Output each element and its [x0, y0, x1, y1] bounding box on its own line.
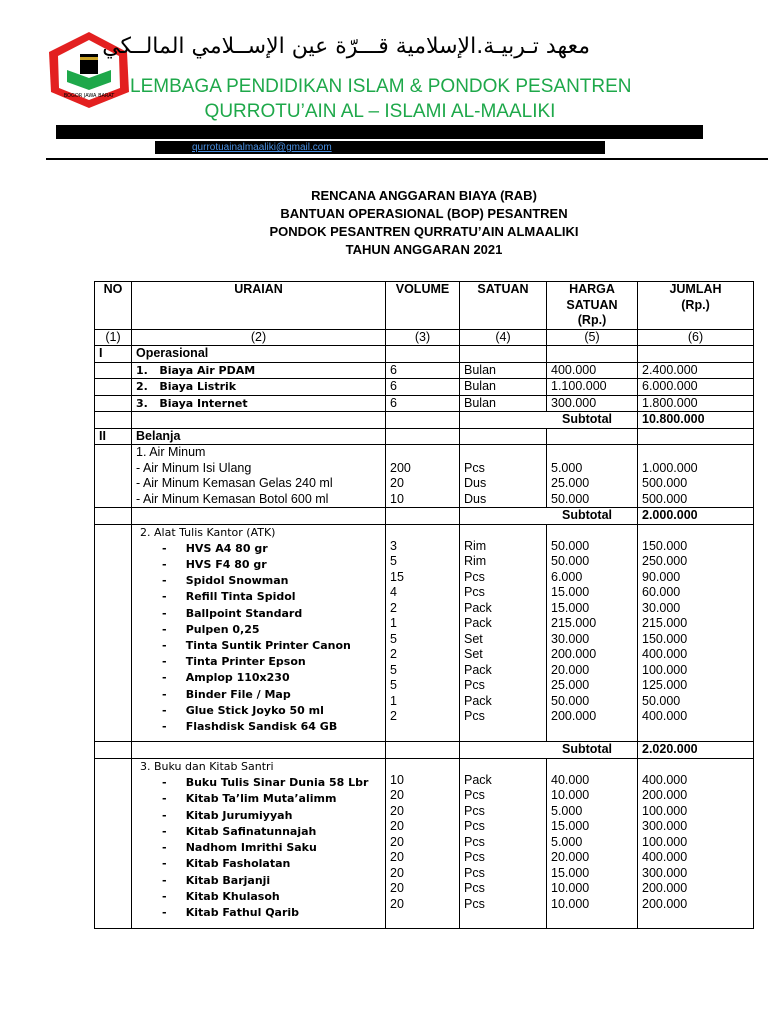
buku-satuan — [460, 758, 547, 928]
item-number: 1. — [136, 363, 148, 377]
item-label: Biaya Air PDAM — [159, 363, 256, 377]
section-number: I — [95, 346, 132, 363]
email-link[interactable]: qurrotuainalmaaliki@gmail.com — [192, 142, 332, 153]
empty-cell — [547, 346, 638, 363]
header-no: NO — [95, 282, 132, 330]
item-jumlah: 30.000 — [642, 600, 681, 615]
subtotal-label: Subtotal — [460, 742, 638, 759]
budget-table — [94, 281, 754, 929]
item-satuan: Rim — [464, 554, 487, 568]
item-harga: 215.000 — [551, 616, 597, 630]
atk-harga — [547, 524, 638, 742]
item-volume: 10 — [390, 491, 404, 506]
atk-jumlah — [638, 524, 754, 742]
header-harga-line3: (Rp.) — [577, 313, 607, 327]
list-item: - Kitab Safinatunnajah — [162, 824, 317, 838]
empty-cell — [95, 758, 132, 928]
empty-cell — [386, 742, 460, 759]
item-harga: 10.000 — [551, 788, 590, 803]
item-volume: 20 — [390, 834, 404, 849]
item-volume: 20 — [390, 896, 404, 911]
item-satuan: Pcs — [464, 569, 485, 584]
list-item: - HVS A4 80 gr — [162, 541, 268, 555]
item-satuan: Pack — [464, 772, 492, 787]
item-volume: 2 — [390, 600, 397, 615]
item-name — [132, 362, 386, 379]
buku-names — [132, 758, 386, 928]
item-jumlah: 2.400.000 — [638, 362, 754, 379]
section-row — [95, 346, 754, 363]
item-harga: 15.000 — [551, 819, 590, 834]
item-volume: 2 — [390, 647, 397, 661]
item-jumlah: 200.000 — [642, 881, 688, 896]
item-harga: 15.000 — [551, 600, 590, 615]
header-rule — [46, 158, 768, 160]
air-minum-jumlah — [638, 445, 754, 508]
col-number: (2) — [132, 329, 386, 346]
empty-cell — [95, 508, 132, 525]
list-item: - Nadhom Imrithi Saku — [162, 841, 317, 855]
item-jumlah: 100.000 — [642, 803, 688, 818]
atk-satuan — [460, 524, 547, 742]
list-item: - Kitab Fasholatan — [162, 857, 291, 871]
item-satuan: Pcs — [464, 788, 485, 803]
atk-volumes — [386, 524, 460, 742]
list-item: - Tinta Suntik Printer Canon — [162, 638, 351, 652]
item-harga: 40.000 — [551, 772, 590, 787]
col-number: (4) — [460, 329, 547, 346]
list-item: - Amplop 110x230 — [162, 671, 290, 685]
item-jumlah: 150.000 — [642, 631, 688, 646]
empty-cell — [638, 428, 754, 445]
group-heading: 2. Alat Tulis Kantor (ATK) — [140, 525, 276, 539]
item-harga: 25.000 — [551, 678, 590, 692]
title-line-2: BANTUAN OPERASIONAL (BOP) PESANTREN — [280, 206, 568, 221]
document-title — [94, 187, 754, 259]
empty-cell — [132, 412, 386, 429]
empty-cell — [386, 346, 460, 363]
item-satuan: Pack — [464, 600, 492, 615]
subtotal-label: Subtotal — [460, 412, 638, 429]
empty-cell — [95, 445, 132, 508]
item-label: Biaya Listrik — [159, 380, 237, 393]
item-jumlah: 100.000 — [642, 834, 688, 849]
header-satuan: SATUAN — [460, 282, 547, 330]
title-line-1: RENCANA ANGGARAN BIAYA (RAB) — [311, 188, 537, 203]
item-satuan: Pcs — [464, 819, 485, 834]
list-item: - Flashdisk Sandisk 64 GB — [162, 719, 338, 733]
header-harga — [547, 282, 638, 330]
item-number: 3. — [136, 396, 148, 410]
item-jumlah: 125.000 — [642, 678, 688, 692]
item-jumlah: 215.000 — [642, 616, 688, 630]
item-harga: 25.000 — [551, 476, 590, 490]
subtotal-value: 2.000.000 — [638, 508, 754, 525]
arabic-institution-name: معهد تـربيـة.الإسلامية قـــرّة عين الإســلامي المالــكي — [102, 34, 590, 59]
item-harga: 1.100.000 — [547, 379, 638, 396]
subtotal-value: 10.800.000 — [638, 412, 754, 429]
item-jumlah: 500.000 — [642, 491, 688, 506]
list-item: - Spidol Snowman — [162, 574, 289, 588]
item-volume: 20 — [390, 881, 404, 896]
list-item: - Refill Tinta Spidol — [162, 590, 296, 604]
item-volume: 5 — [390, 678, 397, 692]
empty-cell — [95, 379, 132, 396]
group-heading: 1. Air Minum — [136, 445, 206, 459]
table-row — [95, 379, 754, 396]
empty-cell — [132, 508, 386, 525]
item-jumlah: 250.000 — [642, 554, 688, 568]
subtotal-label: Subtotal — [460, 508, 638, 525]
item-volume: 5 — [390, 662, 397, 677]
list-item: - Ballpoint Standard — [162, 606, 303, 620]
table-row — [95, 362, 754, 379]
item-jumlah: 90.000 — [642, 569, 681, 584]
subtotal-value: 2.020.000 — [638, 742, 754, 759]
item-jumlah: 6.000.000 — [638, 379, 754, 396]
air-minum-volumes — [386, 445, 460, 508]
item-harga: 50.000 — [551, 554, 590, 568]
title-line-3: PONDOK PESANTREN QURRATU’AIN ALMAALIKI — [269, 224, 579, 239]
item-satuan: Pcs — [464, 850, 485, 865]
item-jumlah: 1.000.000 — [642, 460, 698, 475]
empty-cell — [132, 742, 386, 759]
section-number: II — [95, 428, 132, 445]
empty-cell — [95, 362, 132, 379]
item-jumlah: 400.000 — [642, 850, 688, 865]
item-jumlah: 200.000 — [642, 896, 688, 911]
col-number: (6) — [638, 329, 754, 346]
col-number: (5) — [547, 329, 638, 346]
item-label: Biaya Internet — [159, 396, 248, 410]
item-jumlah: 500.000 — [642, 476, 688, 490]
item-volume: 6 — [386, 362, 460, 379]
air-minum-harga — [547, 445, 638, 508]
item-jumlah: 150.000 — [642, 538, 688, 553]
item-jumlah: 400.000 — [642, 647, 688, 661]
air-minum-group — [95, 445, 754, 508]
item-volume: 20 — [390, 788, 404, 803]
item-volume: 5 — [390, 554, 397, 568]
item-harga: 200.000 — [551, 647, 597, 661]
table-header-row — [95, 282, 754, 330]
header-jumlah — [638, 282, 754, 330]
item-harga: 5.000 — [551, 460, 583, 475]
item-harga: 300.000 — [547, 395, 638, 412]
list-item: - Pulpen 0,25 — [162, 622, 260, 636]
item-number: 2. — [136, 380, 148, 393]
list-item: - Air Minum Isi Ulang — [136, 460, 252, 475]
item-satuan: Set — [464, 647, 483, 661]
list-item: - Tinta Printer Epson — [162, 655, 306, 669]
item-name — [132, 395, 386, 412]
empty-cell — [95, 524, 132, 742]
item-satuan: Pcs — [464, 881, 485, 896]
buku-harga — [547, 758, 638, 928]
subtotal-row — [95, 742, 754, 759]
buku-volumes — [386, 758, 460, 928]
item-volume: 1 — [390, 616, 397, 630]
item-jumlah: 400.000 — [642, 709, 688, 723]
section-row — [95, 428, 754, 445]
empty-cell — [386, 508, 460, 525]
buku-jumlah — [638, 758, 754, 928]
buku-group — [95, 758, 754, 928]
list-item: - Kitab Fathul Qarib — [162, 906, 300, 920]
item-jumlah: 400.000 — [642, 772, 688, 787]
item-harga: 15.000 — [551, 865, 590, 880]
list-item: - Kitab Jurumiyyah — [162, 808, 293, 822]
item-volume: 20 — [390, 819, 404, 834]
list-item: - Kitab Khulasoh — [162, 890, 280, 904]
item-satuan: Dus — [464, 491, 487, 506]
item-volume: 1 — [390, 693, 397, 708]
item-name — [132, 379, 386, 396]
item-harga: 5.000 — [551, 834, 583, 849]
item-satuan: Pcs — [464, 803, 485, 818]
empty-cell — [95, 742, 132, 759]
item-harga: 400.000 — [547, 362, 638, 379]
group-heading: 3. Buku dan Kitab Santri — [140, 759, 274, 773]
item-satuan: Pack — [464, 616, 492, 630]
subtotal-row — [95, 412, 754, 429]
item-satuan: Dus — [464, 476, 487, 490]
item-harga: 10.000 — [551, 881, 590, 896]
header-harga-line1: HARGA — [569, 282, 615, 296]
atk-group — [95, 524, 754, 742]
item-jumlah: 60.000 — [642, 585, 681, 599]
item-satuan: Bulan — [460, 379, 547, 396]
item-harga: 30.000 — [551, 631, 590, 646]
item-volume: 6 — [386, 379, 460, 396]
item-satuan: Bulan — [460, 362, 547, 379]
item-harga: 50.000 — [551, 491, 590, 506]
item-harga: 20.000 — [551, 850, 590, 865]
item-harga: 10.000 — [551, 896, 590, 911]
item-harga: 50.000 — [551, 693, 590, 708]
col-number: (3) — [386, 329, 460, 346]
item-satuan: Pcs — [464, 585, 485, 599]
air-minum-satuan — [460, 445, 547, 508]
atk-names — [132, 524, 386, 742]
header-volume: VOLUME — [386, 282, 460, 330]
item-jumlah: 300.000 — [642, 819, 688, 834]
empty-cell — [95, 395, 132, 412]
list-item: - Kitab Ta’lim Muta’alimm — [162, 792, 337, 806]
item-satuan: Bulan — [460, 395, 547, 412]
item-volume: 20 — [390, 476, 404, 490]
item-volume: 20 — [390, 850, 404, 865]
list-item: - Kitab Barjanji — [162, 873, 271, 887]
section-title: Operasional — [132, 346, 386, 363]
item-jumlah: 100.000 — [642, 662, 688, 677]
institution-name-line2: QURROTU’AIN AL – ISLAMI AL-MAALIKI — [204, 101, 556, 122]
list-item: - HVS F4 80 gr — [162, 557, 267, 571]
item-jumlah: 50.000 — [642, 693, 681, 708]
list-item: - Buku Tulis Sinar Dunia 58 Lbr — [162, 775, 369, 789]
item-satuan: Pcs — [464, 834, 485, 849]
empty-cell — [547, 428, 638, 445]
header-uraian: URAIAN — [132, 282, 386, 330]
section-title: Belanja — [132, 428, 386, 445]
list-item: - Binder File / Map — [162, 687, 291, 701]
item-harga: 20.000 — [551, 662, 590, 677]
item-volume: 4 — [390, 585, 397, 599]
table-row — [95, 395, 754, 412]
item-harga: 15.000 — [551, 585, 590, 599]
item-volume: 6 — [386, 395, 460, 412]
item-harga: 50.000 — [551, 538, 590, 553]
item-volume: 3 — [390, 538, 397, 553]
item-harga: 6.000 — [551, 569, 583, 584]
item-satuan: Pcs — [464, 896, 485, 911]
item-volume: 2 — [390, 709, 397, 723]
item-volume: 20 — [390, 865, 404, 880]
item-harga: 5.000 — [551, 803, 583, 818]
empty-cell — [386, 428, 460, 445]
title-line-4: TAHUN ANGGARAN 2021 — [345, 242, 503, 257]
empty-cell — [460, 428, 547, 445]
item-satuan: Pcs — [464, 865, 485, 880]
item-jumlah: 1.800.000 — [638, 395, 754, 412]
list-item: - Glue Stick Joyko 50 ml — [162, 703, 324, 717]
item-jumlah: 300.000 — [642, 865, 688, 880]
item-satuan: Pcs — [464, 709, 485, 723]
header-jumlah-line2: (Rp.) — [681, 297, 710, 312]
subtotal-row — [95, 508, 754, 525]
column-number-row — [95, 329, 754, 346]
col-number: (1) — [95, 329, 132, 346]
item-satuan: Pcs — [464, 460, 485, 475]
item-volume: 10 — [390, 772, 404, 787]
item-satuan: Pack — [464, 662, 492, 677]
item-satuan: Set — [464, 631, 483, 646]
item-volume: 200 — [390, 460, 411, 475]
item-volume: 15 — [390, 569, 404, 584]
item-volume: 5 — [390, 631, 397, 646]
item-satuan: Pack — [464, 693, 492, 708]
item-jumlah: 200.000 — [642, 788, 688, 803]
list-item: - Air Minum Kemasan Botol 600 ml — [136, 491, 329, 506]
header-harga-line2: SATUAN — [566, 297, 618, 312]
header-jumlah-line1: JUMLAH — [669, 282, 722, 296]
header-divider-bar — [56, 125, 703, 139]
item-satuan: Rim — [464, 538, 487, 553]
empty-cell — [638, 346, 754, 363]
svg-text:BOGOR JAWA BARAT: BOGOR JAWA BARAT — [63, 93, 115, 99]
item-volume: 20 — [390, 803, 404, 818]
empty-cell — [460, 346, 547, 363]
institution-name-line1: LEMBAGA PENDIDIKAN ISLAM & PONDOK PESANTREN — [130, 76, 632, 97]
empty-cell — [95, 412, 132, 429]
item-satuan: Pcs — [464, 678, 485, 692]
air-minum-names — [132, 445, 386, 508]
empty-cell — [386, 412, 460, 429]
item-harga: 200.000 — [551, 709, 597, 723]
list-item: - Air Minum Kemasan Gelas 240 ml — [136, 476, 333, 490]
